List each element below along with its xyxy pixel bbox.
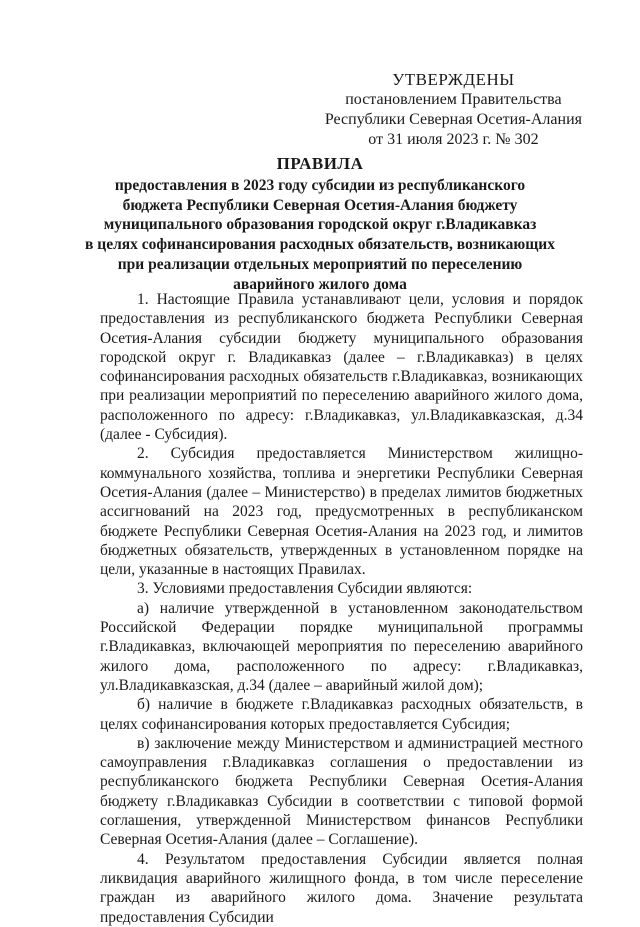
rules-title-block <box>60 154 580 295</box>
paragraph-2: 2. Субсидия предоставляется Министерством жилищно-коммунального хозяйства, топлива и энергетики Республики Северная Осетия-Алания (далее – Министерство) в пределах лимитов бюджетных ассигнований на 2023 год, предусмотренных в республиканском бюджете Республики Северная Осетия-Алания на 2023 год, и лимитов бюджетных обязательств, утвержденных в установленном порядке на цели, указанные в настоящих Правилах. <box>100 445 583 579</box>
approval-line: Республики Северная Осетия-Алания <box>324 111 582 128</box>
rules-subtitle-line: аварийного жилого дома <box>233 275 407 293</box>
paragraph-4: 4. Результатом предоставления Субсидии является полная ликвидация аварийного жилищного фонда, в том числе переселение граждан из аварийного жилого дома. Значение результата предоставления Субсидии <box>100 850 583 926</box>
paragraph-3b: б) наличие в бюджете г.Владикавказ расходных обязательств, в целях софинансирования которых предоставляется Субсидия; <box>100 696 583 733</box>
approval-date: от 31 июля 2023 г. № 302 <box>368 131 539 148</box>
rules-subtitle-line: в целях софинансирования расходных обязательств, возникающих <box>85 236 555 254</box>
approval-stamp: УТВЕРЖДЕНЫ <box>392 70 515 89</box>
paragraph-3: 3. Условиями предоставления Субсидии являются: <box>137 580 473 598</box>
paragraph-3a: а) наличие утвержденной в установленном законодательством Российской Федерации порядке муниципальной программы г.Владикавказ, включающей мероприятия по переселению аварийного жилого дома, расположенного по адресу: г.Владикавказ, ул.Владикавказская, д.34 (далее – аварийный жилой дом); <box>100 599 583 694</box>
rules-heading: ПРАВИЛА <box>276 154 364 173</box>
rules-subtitle-line: бюджета Республики Северная Осетия-Алания бюджету <box>122 196 518 214</box>
approval-block <box>325 70 582 150</box>
rules-subtitle-line: муниципального образования городской округ г.Владикавказ <box>103 216 537 234</box>
rules-subtitle-line: предоставления в 2023 году субсидии из республиканского <box>114 176 526 194</box>
paragraph-1: 1. Настоящие Правила устанавливают цели, условия и порядок предоставления из республиканского бюджета Республики Северная Осетия-Алания субсидии бюджету муниципального образования городской округ г. Владикавказ (далее – г.Владикавказ) в целях софинансирования расходных обязательств г.Владикавказ, возникающих при реализации мероприятий по переселению аварийного жилого дома, расположенного по адресу: г.Владикавказ, ул.Владикавказская, д.34 (далее - Субсидия). <box>100 291 583 444</box>
approval-line: постановлением Правительства <box>345 91 562 108</box>
rules-body <box>100 290 583 927</box>
paragraph-3c: в) заключение между Министерством и администрацией местного самоуправления г.Владикавказ соглашения о предоставлении из республиканского бюджета Республики Северная Осетия-Алания бюджету г.Владикавказ Субсидии в соответствии с типовой формой соглашения, утвержденной Министерством финансов Республики Северная Осетия-Алания (далее – Соглашение). <box>100 734 583 849</box>
rules-subtitle-line: при реализации отдельных мероприятий по переселению <box>117 255 523 273</box>
